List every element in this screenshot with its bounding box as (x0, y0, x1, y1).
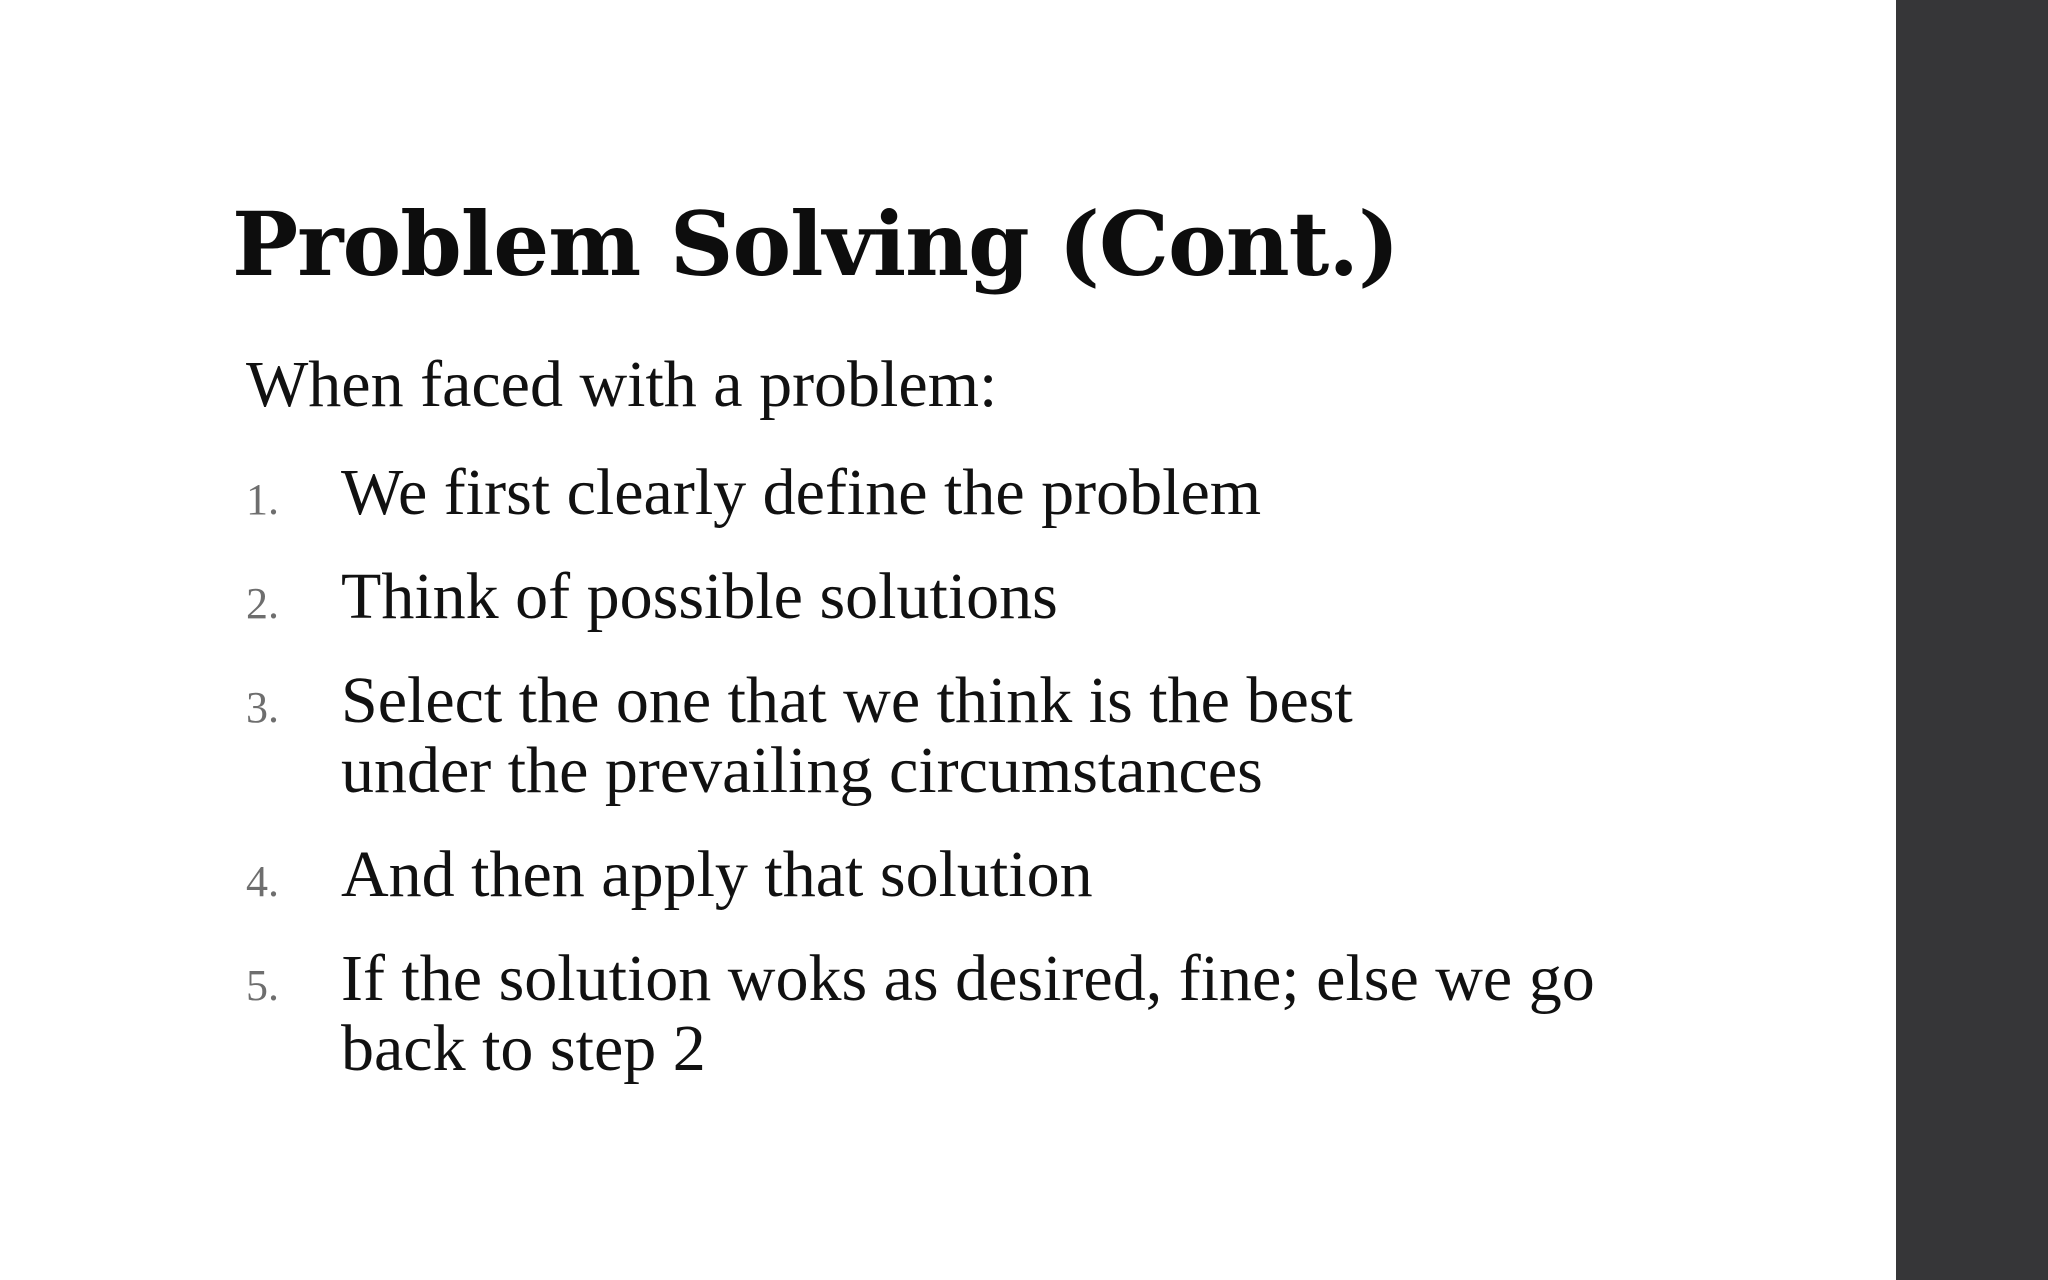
intro-text: When faced with a problem: (246, 348, 998, 421)
step-number: 5. (246, 961, 279, 1010)
step-number: 4. (246, 857, 279, 906)
list-item (246, 944, 1666, 1084)
step-text: Think of possible solutions (341, 560, 1058, 633)
step-text: We first clearly define the problem (341, 456, 1262, 529)
slide-title: Problem Solving (Cont.) (232, 192, 1399, 296)
list-item (246, 840, 1666, 910)
side-bar (1896, 0, 2048, 1280)
step-text: If the solution woks as desired, fine; else we go back to step 2 (341, 942, 1595, 1085)
step-number: 1. (246, 475, 279, 524)
steps-list (246, 458, 1666, 1118)
step-text: And then apply that solution (341, 838, 1093, 911)
step-number: 2. (246, 579, 279, 628)
step-number: 3. (246, 683, 279, 732)
step-text: Select the one that we think is the best under the prevailing circumstances (341, 664, 1353, 807)
list-item (246, 666, 1666, 806)
list-item (246, 562, 1666, 632)
list-item (246, 458, 1666, 528)
